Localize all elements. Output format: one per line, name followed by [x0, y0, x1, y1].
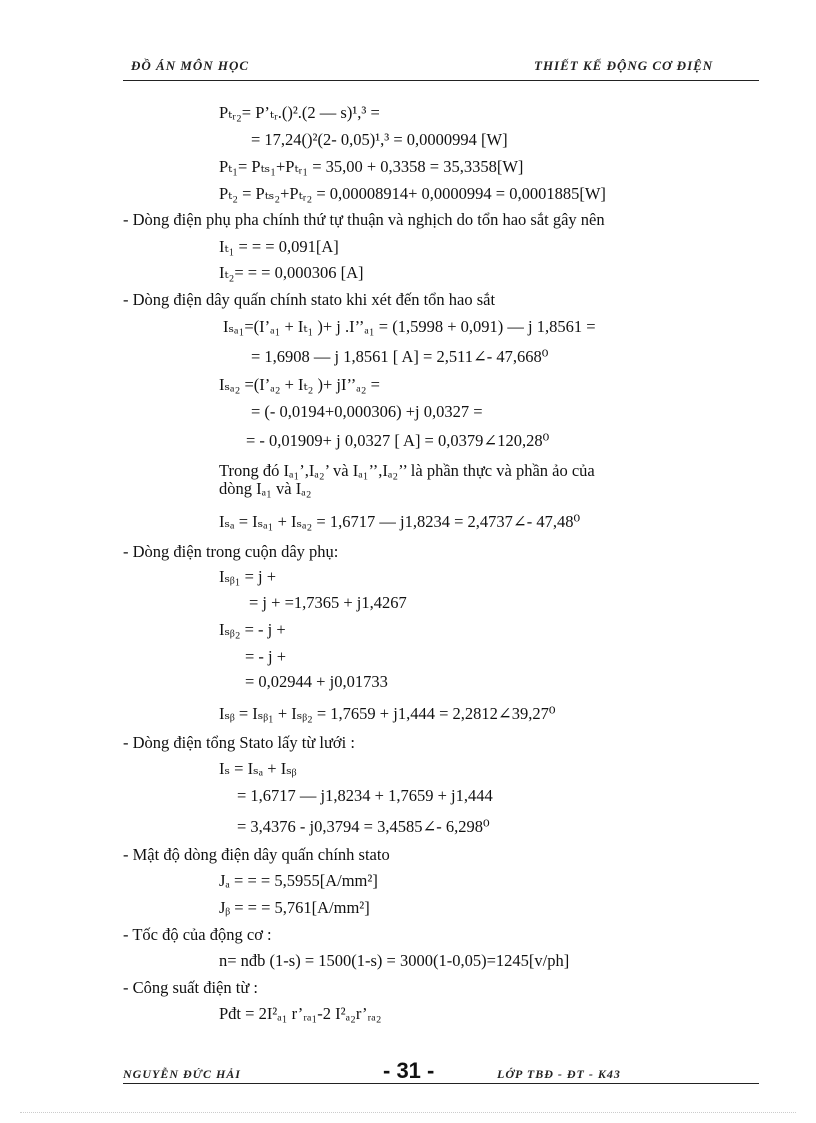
- text-line: Iₛᵦ₁ = j +: [219, 567, 277, 586]
- text-line: Jₐ = = = 5,5955[A/mm²]: [219, 871, 378, 890]
- header-left: ĐỒ ÁN MÔN HỌC: [131, 58, 250, 73]
- text-line: Iₛ = Iₛₐ + Iₛᵦ: [219, 759, 297, 778]
- text-line: - Dòng điện trong cuộn dây phụ:: [123, 542, 339, 561]
- text-line: Pđt = 2I²ₐ₁ r’ᵣₐ₁-2 I²ₐ₂r’ᵣₐ₂: [219, 1004, 382, 1023]
- text-line: = - j +: [245, 647, 287, 666]
- text-line: Iₜ₁ = = = 0,091[A]: [219, 237, 339, 256]
- text-line: - Dòng điện dây quấn chính stato khi xét đến tổn hao sắt: [123, 290, 496, 309]
- text-line: - Dòng điện tổng Stato lấy từ lưới :: [123, 733, 355, 752]
- text-line: Iₛᵦ₂ = - j +: [219, 620, 286, 639]
- text-line: = 0,02944 + j0,01733: [245, 672, 388, 691]
- text-line: Iₜ₂= = = 0,000306 [A]: [219, 263, 364, 282]
- text-line: Iₛₐ₁=(I’ₐ₁ + Iₜ₁ )+ j .I’’ₐ₁ = (1,5998 + 0,091) — j 1,8561 =: [223, 317, 596, 336]
- footer-right: LỚP TBĐ - ĐT - K43: [497, 1067, 621, 1081]
- text-line: Iₛₐ₂ =(I’ₐ₂ + Iₜ₂ )+ jI’’ₐ₂ =: [219, 375, 380, 394]
- text-line: = - 0,01909+ j 0,0327 [ A] = 0,0379∠120,28⁰: [246, 431, 550, 450]
- text-line: - Tốc độ của động cơ :: [123, 925, 272, 944]
- text-line: Trong đó Iₐ₁’,Iₐ₂’ và Iₐ₁’’,Iₐ₂’’ là phần thực và phần ảo của: [219, 461, 595, 480]
- text-line: Jᵦ = = = 5,761[A/mm²]: [219, 898, 370, 917]
- text-line: Iₛₐ = Iₛₐ₁ + Iₛₐ₂ = 1,6717 — j1,8234 = 2,4737∠- 47,48⁰: [219, 512, 581, 531]
- text-line: = 1,6717 — j1,8234 + 1,7659 + j1,444: [237, 786, 493, 805]
- text-line: = 3,4376 - j0,3794 = 3,4585∠- 6,298⁰: [237, 817, 490, 836]
- text-line: Pₜ₂ = Pₜₛ₂+Pₜᵣ₂ = 0,00008914+ 0,0000994 = 0,0001885[W]: [219, 184, 606, 203]
- header-right: THIẾT KẾ ĐỘNG CƠ ĐIỆN: [534, 58, 714, 73]
- text-line: dòng Iₐ₁ và Iₐ₂: [219, 479, 312, 498]
- text-line: = j + =1,7365 + j1,4267: [249, 593, 407, 612]
- text-line: - Công suất điện từ :: [123, 978, 258, 997]
- text-line: Iₛᵦ = Iₛᵦ₁ + Iₛᵦ₂ = 1,7659 + j1,444 = 2,2812∠39,27⁰: [219, 704, 556, 723]
- text-line: = 17,24()²(2- 0,05)¹,³ = 0,0000994 [W]: [251, 130, 508, 149]
- text-line: Pₜᵣ₂= P’ₜᵣ.()².(2 — s)¹,³ =: [219, 103, 380, 122]
- text-line: - Dòng điện phụ pha chính thứ tự thuận và nghịch do tổn hao sắt gây nên: [123, 210, 605, 229]
- page-edge: [20, 1112, 796, 1113]
- header-divider: [123, 80, 759, 81]
- footer-divider: [123, 1083, 759, 1084]
- footer-left: NGUYỄN ĐỨC HẢI: [123, 1067, 241, 1081]
- text-line: - Mật độ dòng điện dây quấn chính stato: [123, 845, 390, 864]
- page-number: - 31 -: [383, 1058, 435, 1083]
- text-line: Pₜ₁= Pₜₛ₁+Pₜᵣ₁ = 35,00 + 0,3358 = 35,3358[W]: [219, 157, 524, 176]
- text-line: = 1,6908 — j 1,8561 [ A] = 2,511∠- 47,668⁰: [251, 347, 549, 366]
- text-line: n= nđb (1-s) = 1500(1-s) = 3000(1-0,05)=1245[v/ph]: [219, 951, 570, 970]
- text-line: = (- 0,0194+0,000306) +j 0,0327 =: [251, 402, 483, 421]
